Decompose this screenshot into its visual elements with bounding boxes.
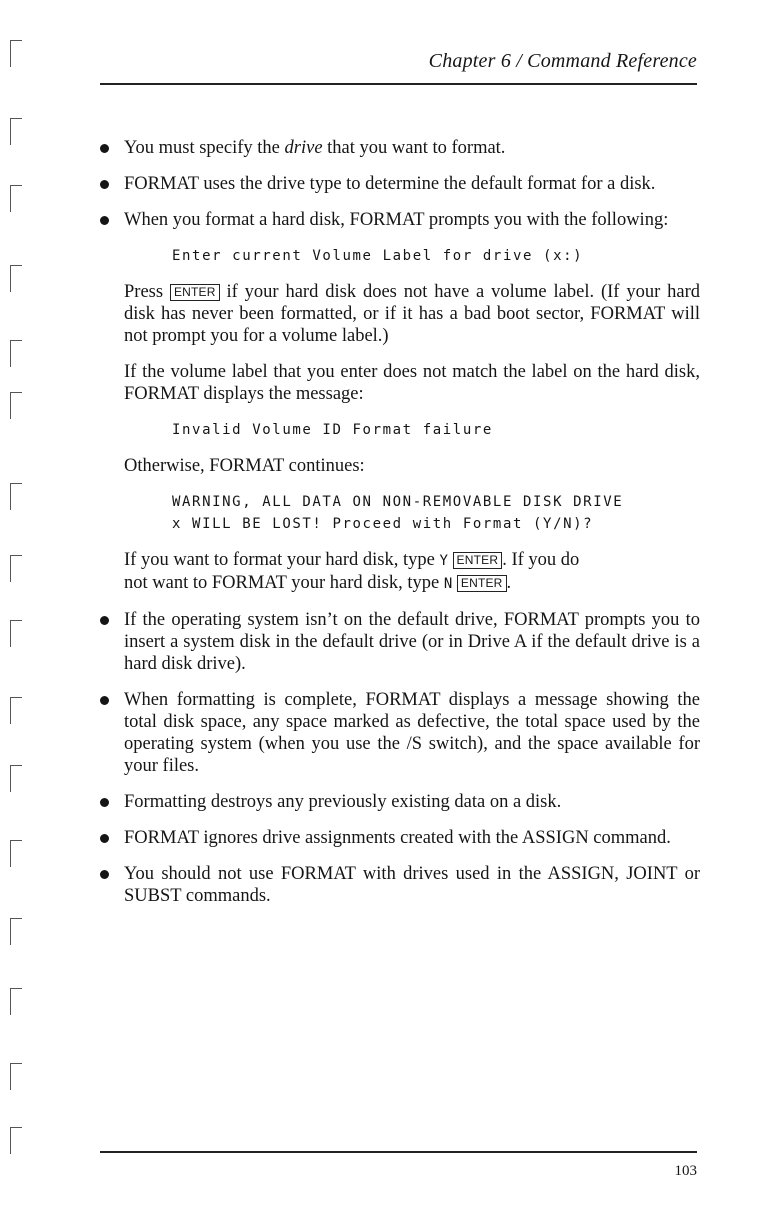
code-warning-line-1: WARNING, ALL DATA ON NON-REMOVABLE DISK DRIVE: [172, 494, 624, 510]
footer-rule: [100, 1151, 697, 1153]
page-body: [100, 137, 700, 921]
enter-key-icon: ENTER: [457, 575, 507, 592]
enter-key-icon: ENTER: [453, 552, 503, 569]
bullet-icon: [100, 696, 109, 705]
para-otherwise: Otherwise, FORMAT continues:: [124, 456, 365, 476]
page-number: 103: [674, 1163, 697, 1179]
bullet-hard-disk-prompt: When you format a hard disk, FORMAT prompts you with the following:: [100, 209, 700, 231]
bullet-specify-drive: You must specify the drive that you want to format.: [100, 137, 700, 159]
bullet-ignores-assign: FORMAT ignores drive assignments created with the ASSIGN command.: [100, 827, 700, 849]
bullet-system-disk: If the operating system isn’t on the default drive, FORMAT prompts you to insert a system disk in the default drive (or in Drive A if the default drive is a hard disk drive).: [100, 609, 700, 675]
running-header: Chapter 6 / Command Reference: [428, 50, 697, 72]
bullet-icon: [100, 216, 109, 225]
bullet-destroys-data: Formatting destroys any previously existing data on a disk.: [100, 791, 700, 813]
para-label-mismatch: If the volume label that you enter does not match the label on the hard disk, FORMAT displays the message:: [124, 362, 700, 404]
bullet-icon: [100, 144, 109, 153]
bullet-icon: [100, 798, 109, 807]
enter-key-icon: ENTER: [170, 284, 220, 301]
para-press-enter: Press ENTER if your hard disk does not have a volume label. (If your hard disk has never been formatted, or if it has a bad boot sector, FORMAT will not prompt you for a volume label.): [124, 282, 700, 346]
header-rule: [100, 83, 697, 85]
bullet-drive-type: FORMAT uses the drive type to determine the default format for a disk.: [100, 173, 700, 195]
bullet-icon: [100, 870, 109, 879]
bullet-icon: [100, 180, 109, 189]
bullet-formatting-complete: When formatting is complete, FORMAT displays a message showing the total disk space, any space marked as defective, the total space used by the operating system (when you use the /S switch), and the space available for your files.: [100, 689, 700, 777]
bullet-assign-joint-subst: You should not use FORMAT with drives used in the ASSIGN, JOINT or SUBST commands.: [100, 863, 700, 907]
code-invalid-volume: Invalid Volume ID Format failure: [172, 422, 493, 438]
code-warning-line-2: x WILL BE LOST! Proceed with Format (Y/N)?: [172, 516, 594, 532]
bullet-icon: [100, 834, 109, 843]
bullet-icon: [100, 616, 109, 625]
code-volume-label-prompt: Enter current Volume Label for drive (x:): [172, 248, 584, 264]
para-confirm-format: If you want to format your hard disk, type Y ENTER . If you do not want to FORMAT your hard disk, type N ENTER .: [124, 550, 580, 593]
